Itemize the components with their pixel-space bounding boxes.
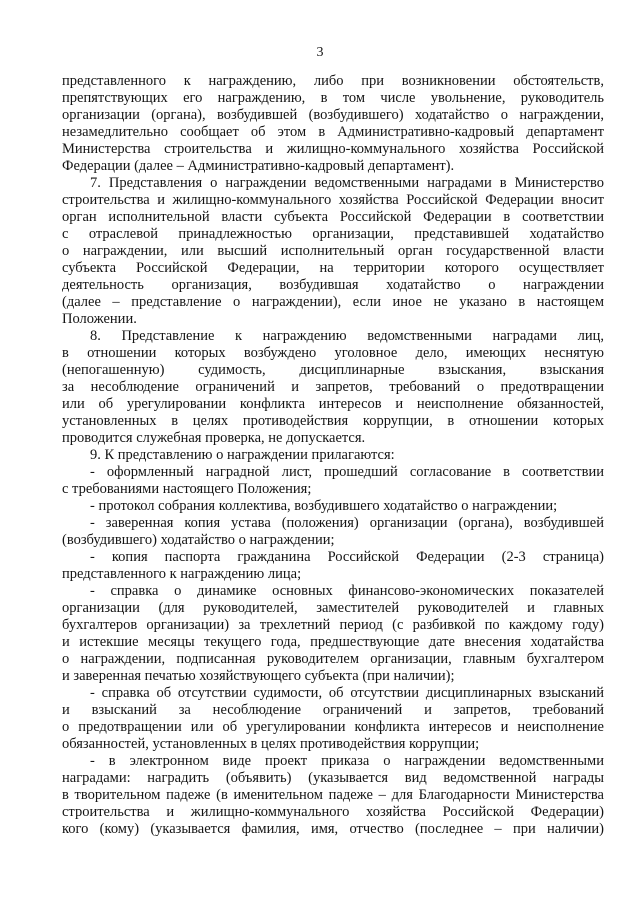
text-line: незамедлительно сообщает об этом в Административно-кадровый департамент xyxy=(62,124,604,140)
text-line: организации (органа), возбудившей (возбудившего) ходатайство о награждении, xyxy=(62,107,604,123)
text-line: субъекта Российской Федерации, на территории которого осуществляет xyxy=(62,260,604,276)
text-line: представленного к награждению лица; xyxy=(62,566,302,582)
text-line: Министерства строительства и жилищно-коммунального хозяйства Российской xyxy=(62,141,604,157)
text-line: - заверенная копия устава (положения) организации (органа), возбудившей xyxy=(90,515,604,531)
text-line: представленного к награждению, либо при возникновении обстоятельств, xyxy=(62,73,604,89)
text-line: и взысканий за несоблюдение ограничений и запретов, требований xyxy=(62,702,604,718)
text-line: с требованиями настоящего Положения; xyxy=(62,481,312,497)
text-line: 8. Представление к награждению ведомственными наградами лиц, xyxy=(90,328,604,344)
text-line: или об урегулировании конфликта интересов и неисполнение обязанностей, xyxy=(62,396,604,412)
text-line: о награждении, или высший исполнительный орган государственной власти xyxy=(62,243,604,259)
text-line: за несоблюдение ограничений и запретов, требований о предотвращении xyxy=(62,379,604,395)
text-line: 7. Представления о награждении ведомственными наградами в Министерство xyxy=(90,175,604,191)
text-line: установленных в целях противодействия коррупции, в отношении которых xyxy=(62,413,604,429)
text-line: строительства и жилищно-коммунального хозяйства Российской Федерации) xyxy=(62,804,604,820)
text-line: и заверенная печатью хозяйствующего субъекта (при наличии); xyxy=(62,668,455,684)
text-line: - в электронном виде проект приказа о награждении ведомственными xyxy=(90,753,604,769)
text-line: проводится служебная проверка, не допускается. xyxy=(62,430,366,446)
text-line: (непогашенную) судимость, дисциплинарные взыскания, взыскания xyxy=(62,362,604,378)
text-line: деятельность организация, возбудившая ходатайство о награждении xyxy=(62,277,604,293)
text-line: о предотвращении или об урегулировании конфликта интересов и неисполнение xyxy=(62,719,604,735)
text-line: о награждении, подписанная руководителем организации, главным бухгалтером xyxy=(62,651,604,667)
text-line: орган исполнительной власти субъекта Российской Федерации в соответствии xyxy=(62,209,604,225)
text-line: бухгалтеров организации) за трехлетний период (с разбивкой по каждому году) xyxy=(62,617,604,633)
document-body xyxy=(62,73,604,838)
text-line: в творительном падеже (в именительном падеже – для Благодарности Министерства xyxy=(62,787,604,803)
text-line: препятствующих его награждению, в том числе увольнение, руководитель xyxy=(62,90,604,106)
text-line: (далее – представление о награждении), если иное не указано в настоящем xyxy=(62,294,604,310)
text-line: - оформленный наградной лист, прошедший согласование в соответствии xyxy=(90,464,604,480)
text-line: строительства и жилищно-коммунального хозяйства Российской Федерации вносит xyxy=(62,192,604,208)
text-line: (возбудившего) ходатайство о награждении; xyxy=(62,532,335,548)
text-line: в отношении которых возбуждено уголовное дело, имеющих неснятую xyxy=(62,345,604,361)
text-line: кого (кому) (указывается фамилия, имя, отчество (последнее – при наличии) xyxy=(62,821,604,837)
text-line: и истекшие месяцы текущего года, предшествующие дате внесения ходатайства xyxy=(62,634,604,650)
text-line: - копия паспорта гражданина Российской Федерации (2-3 страница) xyxy=(90,549,604,565)
text-line: обязанностей, установленных в целях противодействия коррупции; xyxy=(62,736,480,752)
page-number: 3 xyxy=(316,45,324,60)
text-line: - справка о динамике основных финансово-экономических показателей xyxy=(90,583,604,599)
text-line: с отраслевой принадлежностью организации, представившей ходатайство xyxy=(62,226,604,242)
text-line: наградами: наградить (объявить) (указывается вид ведомственной награды xyxy=(62,770,604,786)
text-line: организации (для руководителей, заместителей руководителей и главных xyxy=(62,600,604,616)
text-line: 9. К представлению о награждении прилагаются: xyxy=(90,447,395,463)
text-line: - протокол собрания коллектива, возбудившего ходатайство о награждении; xyxy=(90,498,558,514)
text-line: Федерации (далее – Административно-кадровый департамент). xyxy=(62,158,455,174)
text-line: Положении. xyxy=(62,311,137,327)
text-line: - справка об отсутствии судимости, об отсутствии дисциплинарных взысканий xyxy=(90,685,604,701)
